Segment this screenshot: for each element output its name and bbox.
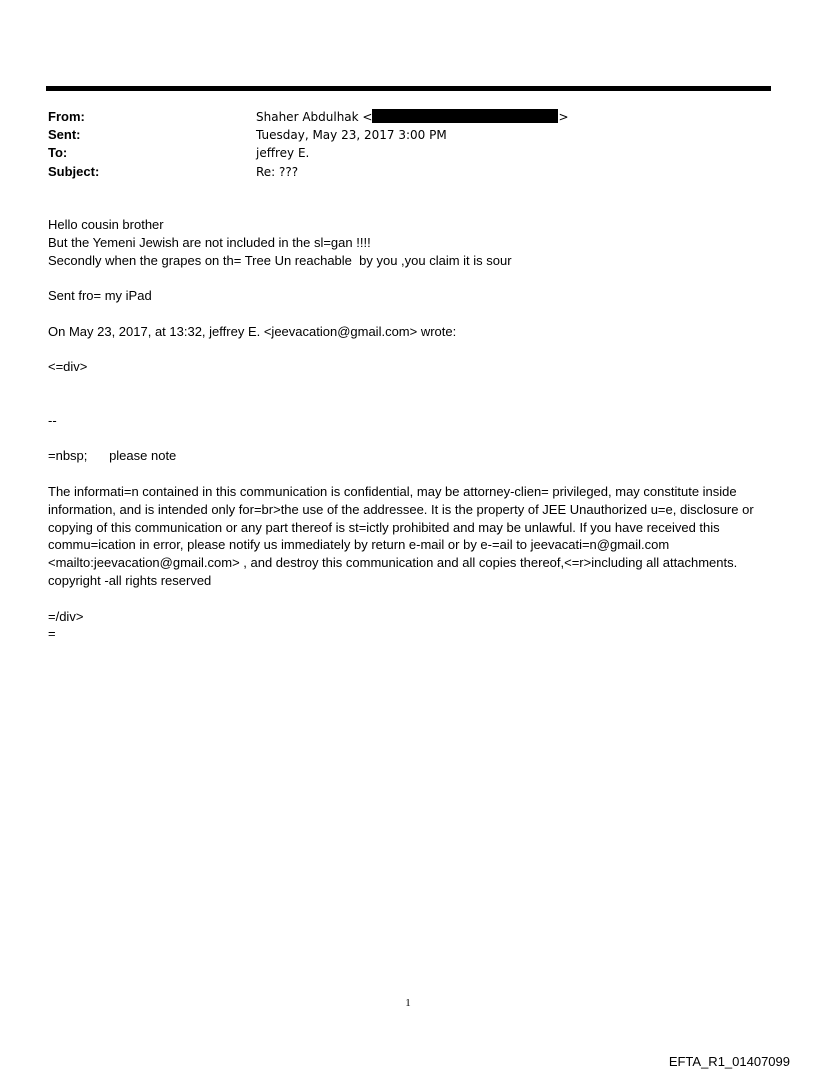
subject-label: Subject: [48,163,100,179]
document-id: EFTA_R1_01407099 [668,1054,790,1069]
body-line: Hello cousin brother [48,217,164,232]
email-header [48,108,569,181]
from-row [48,108,569,126]
to-row [48,144,569,162]
to-label: To: [48,145,68,161]
from-name: Shaher Abdulhak < [256,110,373,124]
sent-value: Tuesday, May 23, 2017 3:00 PM [256,128,447,143]
body-line: <=div> [48,359,88,375]
subject-row [48,163,569,181]
subject-value: Re: ??? [256,164,299,179]
email-body [48,216,768,643]
header-rule [46,86,771,91]
from-end: > [558,110,569,124]
signature-line: Sent fro= my iPad [48,288,152,304]
body-line: =/div> [48,608,84,624]
page-number: 1 [405,997,411,1009]
body-line: -- [48,412,57,428]
body-line: But the Yemeni Jewish are not included in the sl=gan !!!! [48,234,371,250]
sent-row [48,126,569,144]
to-value: jeffrey E. [256,146,310,161]
from-value [256,108,569,126]
quote-attribution: On May 23, 2017, at 13:32, jeffrey E. <jeevacation@gmail.com> wrote: [48,323,457,339]
redaction-block [372,109,558,123]
disclaimer-paragraph: The informati=n contained in this communication is confidential, may be attorney-clien= privileged, may constitute inside information, and is intended only for=br>the use of the addressee. It is the property of JEE Unauthorized u=e, disclosure or copying of this communication or any part thereof is st=ictly prohibited and may be unlawful. If you have received this commu=ication in error, please notify us immediately by return e-mail or by e-=ail to jeevacati=n@gmail.com <mailto:jeevacation@gmail.com> , and destroy this communication and all copies thereof,<=r>including all attachments. copyright -all rights reserved [48,483,758,588]
body-line: = [48,626,56,642]
sent-label: Sent: [48,127,81,143]
body-line: Secondly when the grapes on th= Tree Un reachable by you ,you claim it is sour [48,252,512,268]
from-label: From: [48,109,85,124]
body-line: =nbsp; please note [48,448,177,464]
